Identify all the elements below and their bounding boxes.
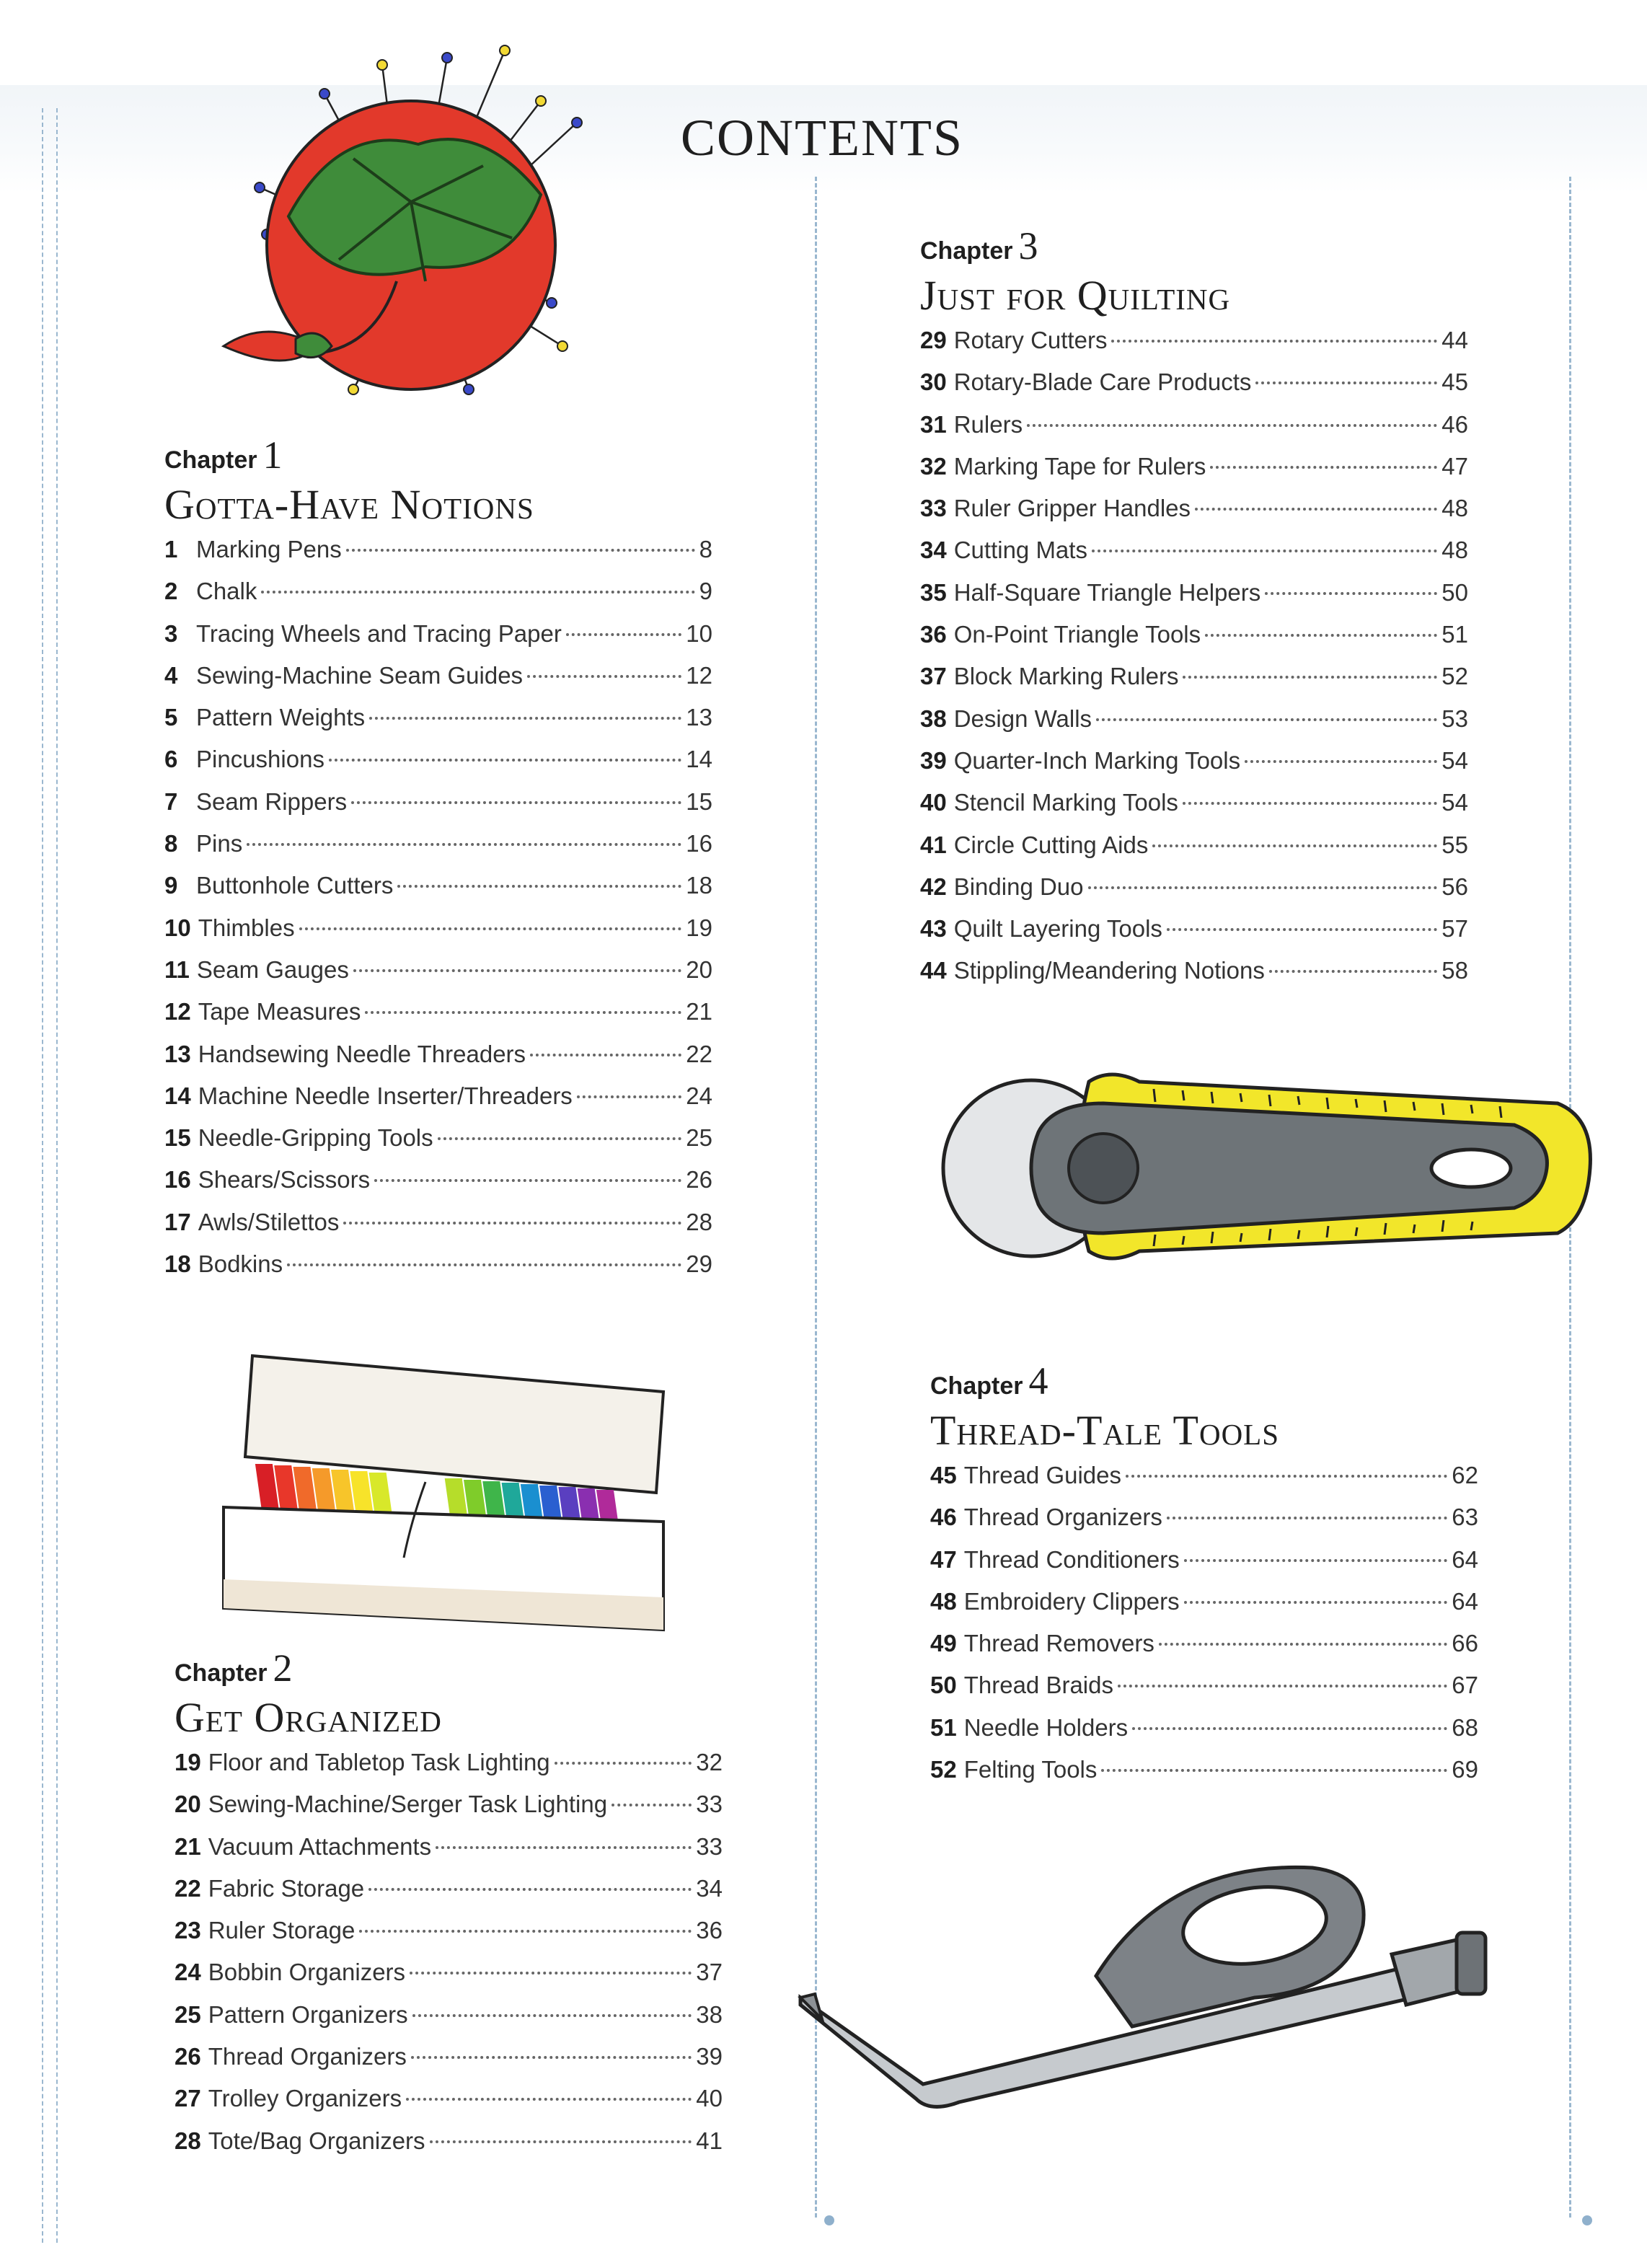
leader-dots: [530, 1054, 681, 1056]
entry-number: 42: [920, 873, 947, 900]
entry-title: Ruler Gripper Handles: [953, 495, 1191, 522]
toc-entry[interactable]: [920, 957, 1468, 999]
leader-dots: [1159, 1643, 1447, 1646]
entry-title: Needle-Gripping Tools: [198, 1124, 433, 1152]
toc-entry[interactable]: [164, 1250, 712, 1292]
entry-title: Pins: [196, 830, 243, 857]
toc-entry[interactable]: [920, 831, 1468, 873]
entry-page: 64: [1452, 1545, 1478, 1573]
entry-title: Bodkins: [198, 1250, 283, 1278]
entry-page: 45: [1441, 369, 1468, 396]
entry-title: Needle Holders: [963, 1713, 1129, 1741]
toc-entry[interactable]: [175, 1791, 723, 1832]
toc-entry[interactable]: [164, 872, 712, 914]
entry-page: 32: [696, 1749, 723, 1775]
entry-title: Machine Needle Inserter/Threaders: [198, 1082, 573, 1109]
entry-title: Thread Organizers: [963, 1504, 1162, 1531]
entry-number: 46: [930, 1504, 957, 1531]
entry-number: 48: [930, 1587, 957, 1615]
entry-title: Thimbles: [198, 914, 295, 941]
entry-number: 28: [175, 2127, 201, 2154]
leader-dots: [1205, 634, 1437, 637]
entry-number: 44: [920, 957, 947, 984]
leader-dots: [369, 717, 681, 720]
entry-number: 13: [164, 1040, 191, 1067]
entry-number: 8: [164, 830, 178, 857]
leader-dots: [343, 1222, 681, 1225]
entry-title: Pincushions: [196, 746, 324, 773]
leader-dots: [555, 1762, 692, 1765]
chapter-label: [930, 1359, 1478, 1403]
chapter-1-section: [164, 433, 712, 1292]
entry-page: 34: [696, 1874, 723, 1902]
entry-number: 20: [175, 1791, 201, 1818]
tomato-pincushion-icon: [209, 36, 613, 411]
left-rail-line: [42, 108, 43, 2243]
entry-number: 51: [930, 1713, 957, 1741]
leader-dots: [438, 1137, 682, 1140]
leader-dots: [1167, 1517, 1447, 1519]
toc-entry[interactable]: [164, 536, 712, 578]
leader-dots: [1101, 1769, 1447, 1772]
entry-number: 22: [175, 1874, 201, 1902]
entry-title: Buttonhole Cutters: [196, 872, 394, 899]
entry-number: 6: [164, 746, 178, 773]
entry-page: 41: [696, 2127, 723, 2154]
thread-box-icon: [209, 1341, 685, 1644]
toc-entry[interactable]: [920, 747, 1468, 789]
entry-number: 9: [164, 872, 178, 899]
entry-page: 22: [686, 1040, 712, 1067]
leader-dots: [365, 1011, 681, 1014]
entry-title: Quarter-Inch Marking Tools: [953, 746, 1241, 774]
toc-entry[interactable]: [175, 2001, 723, 2043]
entry-number: 45: [930, 1462, 957, 1488]
leader-dots: [247, 843, 681, 846]
chapter-4-section: [930, 1359, 1478, 1798]
toc-entry[interactable]: [164, 1082, 712, 1124]
center-divider-end-dot: [824, 2215, 834, 2225]
entry-title: Handsewing Needle Threaders: [198, 1040, 526, 1067]
entry-title: Thread Guides: [963, 1462, 1122, 1488]
toc-entry[interactable]: [164, 1209, 712, 1250]
entry-page: 62: [1452, 1462, 1478, 1488]
toc-entry[interactable]: [164, 578, 712, 619]
entry-number: 37: [920, 663, 947, 690]
entry-page: 48: [1441, 537, 1468, 564]
entry-page: 54: [1441, 746, 1468, 774]
chapter-word: Chapter: [920, 237, 1013, 265]
entry-title: Marking Tape for Rulers: [953, 452, 1206, 480]
entry-number: 33: [920, 495, 947, 522]
entry-title: Binding Duo: [953, 873, 1084, 900]
toc-entry[interactable]: [920, 789, 1468, 831]
entry-number: 52: [930, 1756, 957, 1783]
toc-entry[interactable]: [930, 1630, 1478, 1672]
entry-page: 69: [1452, 1756, 1478, 1783]
toc-list: [164, 536, 712, 1292]
toc-entry[interactable]: [164, 1124, 712, 1166]
entry-number: 5: [164, 704, 178, 731]
entry-title: Marking Pens: [196, 536, 342, 562]
entry-number: 29: [920, 327, 947, 353]
entry-page: 54: [1441, 789, 1468, 816]
leader-dots: [1210, 466, 1437, 469]
entry-page: 12: [686, 661, 712, 689]
leader-dots: [406, 2098, 692, 2101]
chapter-word: Chapter: [930, 1372, 1023, 1400]
entry-title: Pattern Weights: [196, 704, 366, 731]
entry-title: Vacuum Attachments: [208, 1832, 432, 1860]
leader-dots: [346, 549, 695, 552]
leader-dots: [1088, 886, 1438, 889]
toc-entry[interactable]: [164, 788, 712, 830]
entry-page: 9: [699, 578, 712, 605]
entry-page: 33: [696, 1791, 723, 1818]
entry-number: 36: [920, 621, 947, 648]
entry-title: Rulers: [953, 410, 1023, 438]
entry-page: 16: [686, 830, 712, 857]
entry-page: 56: [1441, 873, 1468, 900]
chapter-number: 2: [273, 1646, 293, 1690]
entry-page: 46: [1441, 410, 1468, 438]
entry-page: 53: [1441, 705, 1468, 732]
entry-page: 47: [1441, 452, 1468, 480]
entry-title: Ruler Storage: [208, 1917, 356, 1944]
entry-title: Tape Measures: [198, 998, 361, 1025]
entry-page: 57: [1441, 915, 1468, 943]
entry-number: 17: [164, 1208, 191, 1235]
leader-dots: [1111, 340, 1437, 343]
leader-dots: [527, 675, 681, 678]
leader-dots: [1184, 1601, 1448, 1604]
entry-page: 36: [696, 1917, 723, 1944]
entry-number: 4: [164, 661, 178, 689]
entry-number: 16: [164, 1166, 191, 1193]
chapter-2-section: [175, 1646, 723, 2169]
entry-page: 24: [686, 1082, 712, 1109]
chapter-number: 3: [1018, 224, 1038, 268]
toc-entry[interactable]: [164, 662, 712, 704]
toc-entry[interactable]: [920, 369, 1468, 410]
leader-dots: [351, 801, 681, 804]
leader-dots: [1183, 802, 1437, 805]
leader-dots: [1265, 592, 1437, 595]
entry-page: 58: [1441, 957, 1468, 984]
entry-number: 27: [175, 2085, 201, 2112]
entry-title: Awls/Stilettos: [198, 1208, 340, 1235]
entry-title: Thread Braids: [963, 1672, 1113, 1699]
entry-number: 18: [164, 1250, 191, 1278]
entry-page: 19: [686, 914, 712, 941]
leader-dots: [329, 759, 681, 762]
entry-number: 43: [920, 915, 947, 943]
chapter-word: Chapter: [175, 1659, 268, 1687]
leader-dots: [261, 591, 694, 594]
leader-dots: [1167, 928, 1437, 931]
toc-entry[interactable]: [175, 1833, 723, 1875]
entry-page: 68: [1452, 1713, 1478, 1741]
entry-title: Rotary Cutters: [953, 327, 1108, 353]
entry-page: 13: [686, 704, 712, 731]
entry-title: Stencil Marking Tools: [953, 789, 1178, 816]
leader-dots: [1126, 1475, 1447, 1478]
chapter-title: Just for Quilting: [920, 272, 1231, 319]
entry-page: 28: [686, 1208, 712, 1235]
entry-number: 24: [175, 1959, 201, 1986]
entry-number: 21: [175, 1832, 201, 1860]
toc-list: [930, 1462, 1478, 1798]
toc-entry[interactable]: [164, 746, 712, 787]
leader-dots: [611, 1804, 692, 1806]
entry-page: 52: [1441, 663, 1468, 690]
entry-page: 44: [1441, 327, 1468, 353]
chapter-number: 4: [1028, 1359, 1048, 1403]
leader-dots: [353, 969, 681, 972]
leader-dots: [1269, 970, 1437, 973]
toc-entry[interactable]: [920, 453, 1468, 495]
entry-page: 38: [696, 2000, 723, 2028]
entry-number: 19: [175, 1749, 201, 1775]
entry-title: Sewing-Machine/Serger Task Lighting: [208, 1791, 608, 1818]
entry-title: Thread Organizers: [208, 2043, 407, 2070]
toc-entry[interactable]: [175, 1875, 723, 1917]
entry-page: 39: [696, 2043, 723, 2070]
page-title: CONTENTS: [681, 109, 963, 167]
entry-title: Fabric Storage: [208, 1874, 365, 1902]
toc-entry[interactable]: [175, 2085, 723, 2127]
entry-page: 50: [1441, 578, 1468, 606]
leader-dots: [299, 927, 682, 930]
toc-list: [920, 327, 1468, 1000]
entry-page: 20: [686, 956, 712, 983]
entry-page: 8: [699, 536, 712, 562]
right-divider-end-dot: [1582, 2215, 1592, 2225]
entry-number: 26: [175, 2043, 201, 2070]
leader-dots: [1183, 676, 1437, 679]
entry-page: 15: [686, 787, 712, 815]
entry-number: 3: [164, 619, 178, 647]
toc-entry[interactable]: [920, 579, 1468, 621]
chapter-label: [920, 224, 1468, 268]
entry-page: 64: [1452, 1587, 1478, 1615]
entry-title: Circle Cutting Aids: [953, 831, 1149, 858]
leader-dots: [577, 1095, 681, 1098]
leader-dots: [397, 885, 681, 888]
entry-number: 2: [164, 578, 178, 605]
toc-entry[interactable]: [920, 621, 1468, 663]
entry-title: Half-Square Triangle Helpers: [953, 578, 1261, 606]
entry-title: Thread Conditioners: [963, 1545, 1180, 1573]
entry-page: 33: [696, 1832, 723, 1860]
leader-dots: [410, 1972, 692, 1974]
toc-entry[interactable]: [920, 663, 1468, 705]
entry-title: Design Walls: [953, 705, 1092, 732]
chapter-number: 1: [262, 433, 283, 477]
entry-page: 18: [686, 872, 712, 899]
toc-entry[interactable]: [930, 1546, 1478, 1588]
entry-title: Seam Gauges: [196, 956, 349, 983]
entry-number: 30: [920, 369, 947, 396]
chapter-title: Thread-Tale Tools: [930, 1407, 1280, 1454]
entry-title: Tote/Bag Organizers: [208, 2127, 425, 2154]
leader-dots: [430, 2140, 692, 2143]
leader-dots: [1027, 424, 1437, 427]
leader-dots: [368, 1888, 692, 1891]
toc-entry[interactable]: [920, 873, 1468, 915]
entry-title: Trolley Organizers: [208, 2085, 402, 2112]
entry-page: 21: [686, 998, 712, 1025]
toc-entry[interactable]: [920, 327, 1468, 369]
entry-title: Cutting Mats: [953, 537, 1087, 564]
leader-dots: [1184, 1559, 1448, 1562]
chapter-word: Chapter: [164, 446, 257, 474]
entry-number: 39: [920, 746, 947, 774]
entry-page: 14: [686, 746, 712, 773]
chapter-title: Get Organized: [175, 1694, 442, 1741]
entry-page: 26: [686, 1166, 712, 1193]
leader-dots: [1245, 760, 1437, 763]
toc-entry[interactable]: [164, 956, 712, 998]
entry-title: Rotary-Blade Care Products: [953, 369, 1252, 396]
entry-number: 7: [164, 787, 178, 815]
entry-number: 41: [920, 831, 947, 858]
chapter-title: Gotta-Have Notions: [164, 481, 534, 528]
leader-dots: [1118, 1685, 1447, 1687]
leader-dots: [1152, 844, 1437, 847]
toc-entry[interactable]: [930, 1462, 1478, 1504]
entry-title: Tracing Wheels and Tracing Paper: [196, 619, 562, 647]
entry-page: 66: [1452, 1630, 1478, 1657]
entry-number: 34: [920, 537, 947, 564]
entry-title: Thread Removers: [963, 1630, 1154, 1657]
entry-page: 67: [1452, 1672, 1478, 1699]
entry-title: Seam Rippers: [196, 787, 348, 815]
leader-dots: [374, 1179, 681, 1182]
entry-title: Sewing-Machine Seam Guides: [196, 661, 524, 689]
entry-page: 10: [686, 619, 712, 647]
toc-entry[interactable]: [164, 1166, 712, 1208]
entry-number: 35: [920, 578, 947, 606]
toc-entry[interactable]: [164, 914, 712, 956]
leader-dots: [1132, 1727, 1447, 1730]
entry-page: 40: [696, 2085, 723, 2112]
toc-entry[interactable]: [930, 1756, 1478, 1798]
entry-page: 37: [696, 1959, 723, 1986]
toc-entry[interactable]: [164, 1041, 712, 1082]
chapter-label: [164, 433, 712, 477]
leader-dots: [1255, 381, 1437, 384]
entry-number: 15: [164, 1124, 191, 1152]
toc-list: [175, 1749, 723, 2169]
leader-dots: [1092, 550, 1437, 552]
leader-dots: [411, 2056, 692, 2059]
entry-page: 48: [1441, 495, 1468, 522]
toc-entry[interactable]: [164, 620, 712, 662]
entry-page: 29: [686, 1250, 712, 1278]
entry-number: 25: [175, 2000, 201, 2028]
toc-entry[interactable]: [930, 1588, 1478, 1630]
entry-page: 55: [1441, 831, 1468, 858]
toc-entry[interactable]: [920, 495, 1468, 537]
entry-title: Floor and Tabletop Task Lighting: [208, 1749, 550, 1775]
toc-entry[interactable]: [164, 830, 712, 872]
toc-entry[interactable]: [175, 1917, 723, 1959]
entry-title: Pattern Organizers: [208, 2000, 408, 2028]
entry-number: 14: [164, 1082, 191, 1109]
leader-dots: [1096, 718, 1437, 721]
toc-entry[interactable]: [920, 705, 1468, 747]
entry-page: 63: [1452, 1504, 1478, 1531]
entry-title: Chalk: [196, 578, 257, 605]
leader-dots: [287, 1263, 681, 1266]
left-rail-line-inner: [56, 108, 58, 2243]
entry-page: 51: [1441, 621, 1468, 648]
toc-entry[interactable]: [175, 2127, 723, 2169]
toc-entry[interactable]: [920, 915, 1468, 957]
toc-entry[interactable]: [920, 411, 1468, 453]
leader-dots: [436, 1846, 692, 1849]
leader-dots: [359, 1930, 692, 1933]
entry-title: Felting Tools: [963, 1756, 1098, 1783]
entry-number: 50: [930, 1672, 957, 1699]
entry-title: Stippling/Meandering Notions: [953, 957, 1265, 984]
entry-title: Block Marking Rulers: [953, 663, 1179, 690]
toc-entry[interactable]: [164, 704, 712, 746]
leader-dots: [412, 2014, 692, 2017]
toc-entry[interactable]: [930, 1504, 1478, 1545]
entry-number: 38: [920, 705, 947, 732]
entry-title: Shears/Scissors: [198, 1166, 371, 1193]
entry-number: 40: [920, 789, 947, 816]
entry-number: 23: [175, 1917, 201, 1944]
entry-number: 12: [164, 998, 191, 1025]
entry-title: On-Point Triangle Tools: [953, 621, 1201, 648]
toc-entry[interactable]: [175, 1749, 723, 1791]
entry-number: 11: [164, 956, 190, 983]
entry-title: Bobbin Organizers: [208, 1959, 406, 1986]
entry-title: Embroidery Clippers: [963, 1587, 1180, 1615]
entry-number: 49: [930, 1630, 957, 1657]
entry-title: Quilt Layering Tools: [953, 915, 1162, 943]
toc-entry[interactable]: [175, 2043, 723, 2085]
toc-entry[interactable]: [930, 1714, 1478, 1756]
toc-entry[interactable]: [175, 1959, 723, 2000]
leader-dots: [1195, 508, 1437, 511]
entry-page: 25: [686, 1124, 712, 1152]
seam-ripper-tool-icon: [793, 1846, 1500, 2135]
toc-entry[interactable]: [930, 1672, 1478, 1713]
entry-number: 31: [920, 410, 947, 438]
toc-entry[interactable]: [164, 998, 712, 1040]
entry-number: 1: [164, 536, 178, 562]
toc-entry[interactable]: [920, 537, 1468, 578]
rotary-cutter-icon: [923, 1060, 1601, 1276]
entry-number: 10: [164, 914, 191, 941]
entry-number: 32: [920, 452, 947, 480]
entry-number: 47: [930, 1545, 957, 1573]
chapter-3-section: [920, 224, 1468, 1000]
leader-dots: [566, 633, 681, 636]
chapter-label: [175, 1646, 723, 1690]
